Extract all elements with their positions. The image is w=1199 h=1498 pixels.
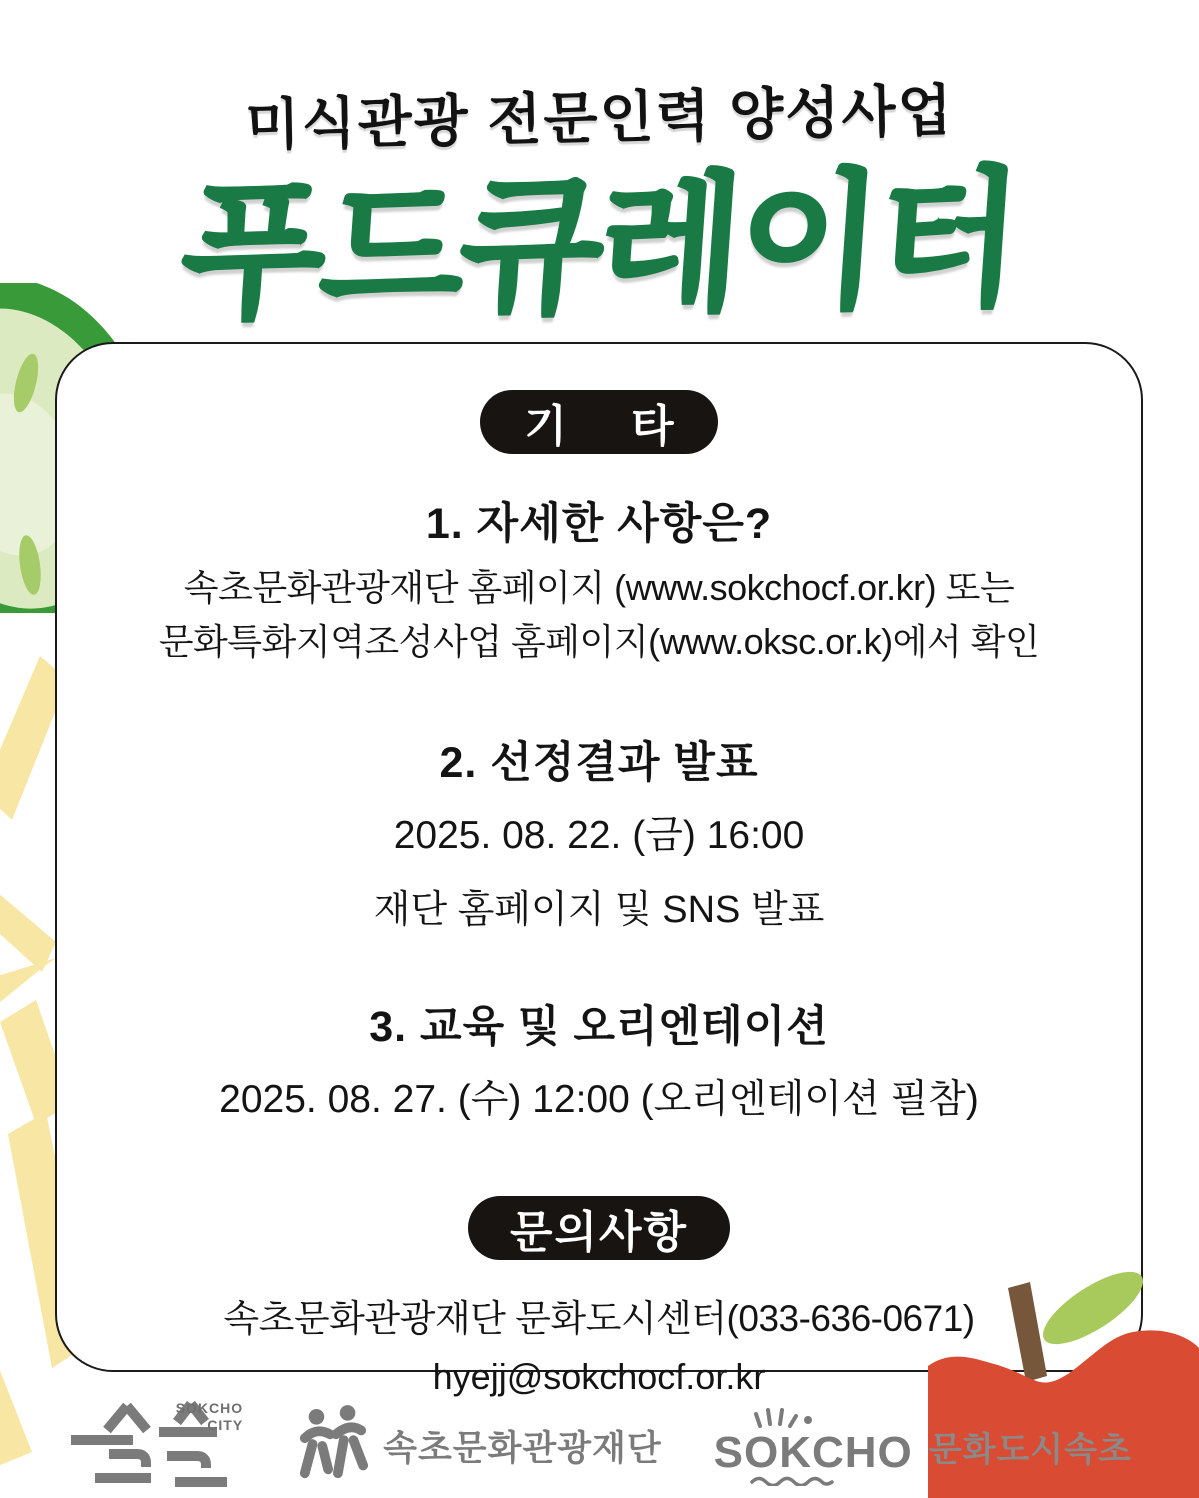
category-badge: 기 타: [480, 390, 717, 454]
sokcho-city-caption-line1: SOKCHO: [175, 1400, 244, 1416]
footer-logos: [0, 1394, 1199, 1498]
foundation-logo-label: 속초문화관광재단: [383, 1429, 662, 1468]
section-1-body: [159, 561, 1040, 669]
sokcho-city-logo: [67, 1398, 245, 1494]
sokcho-foundation-logo: [297, 1405, 661, 1487]
program-subtitle: 미식관광 전문인력 양성사업: [244, 78, 955, 157]
section-3-line-1: 2025. 08. 27. (수) 12:00 (오리엔테이션 필참): [219, 1078, 979, 1121]
poster-title: 푸드큐레이터: [176, 156, 1023, 337]
section-1-line-1: 속초문화관광재단 홈페이지 (www.sokchocf.or.kr) 또는: [183, 567, 1015, 608]
sokcho-city-caption: [176, 1400, 243, 1434]
contact-email: hyejj@sokchocf.or.kr: [432, 1356, 766, 1397]
header: [0, 0, 1199, 337]
sokcho-brand-logo: [714, 1414, 1132, 1478]
dancing-figures-icon: [297, 1405, 369, 1487]
wave-icon: [750, 1474, 834, 1486]
sokcho-brand-word-wrap: [714, 1414, 913, 1478]
section-1-heading: 1. 자세한 사항은?: [425, 500, 773, 548]
section-2-heading: 2. 선정결과 발표: [439, 739, 759, 787]
section-2-line-1: 2025. 08. 22. (금) 16:00: [393, 814, 805, 857]
section-3-heading: 3. 교육 및 오리엔테이션: [369, 1003, 829, 1051]
sokcho-city-caption-line2: CITY: [207, 1417, 244, 1433]
contact-phone-line: 속초문화관광재단 문화도시센터(033-636-0671): [223, 1298, 975, 1339]
brand-logo-label: 문화도시속초: [928, 1430, 1132, 1469]
section-2-line-2: 재단 홈페이지 및 SNS 발표: [373, 889, 825, 931]
sokcho-brand-word: SOKCHO: [713, 1428, 913, 1477]
sun-rays-icon: [754, 1406, 814, 1428]
info-card: [55, 342, 1143, 1397]
inquiry-badge: 문의사항: [468, 1196, 730, 1260]
section-1-line-2: 문화특화지역조성사업 홈페이지(www.oksc.or.k)에서 확인: [158, 621, 1040, 662]
